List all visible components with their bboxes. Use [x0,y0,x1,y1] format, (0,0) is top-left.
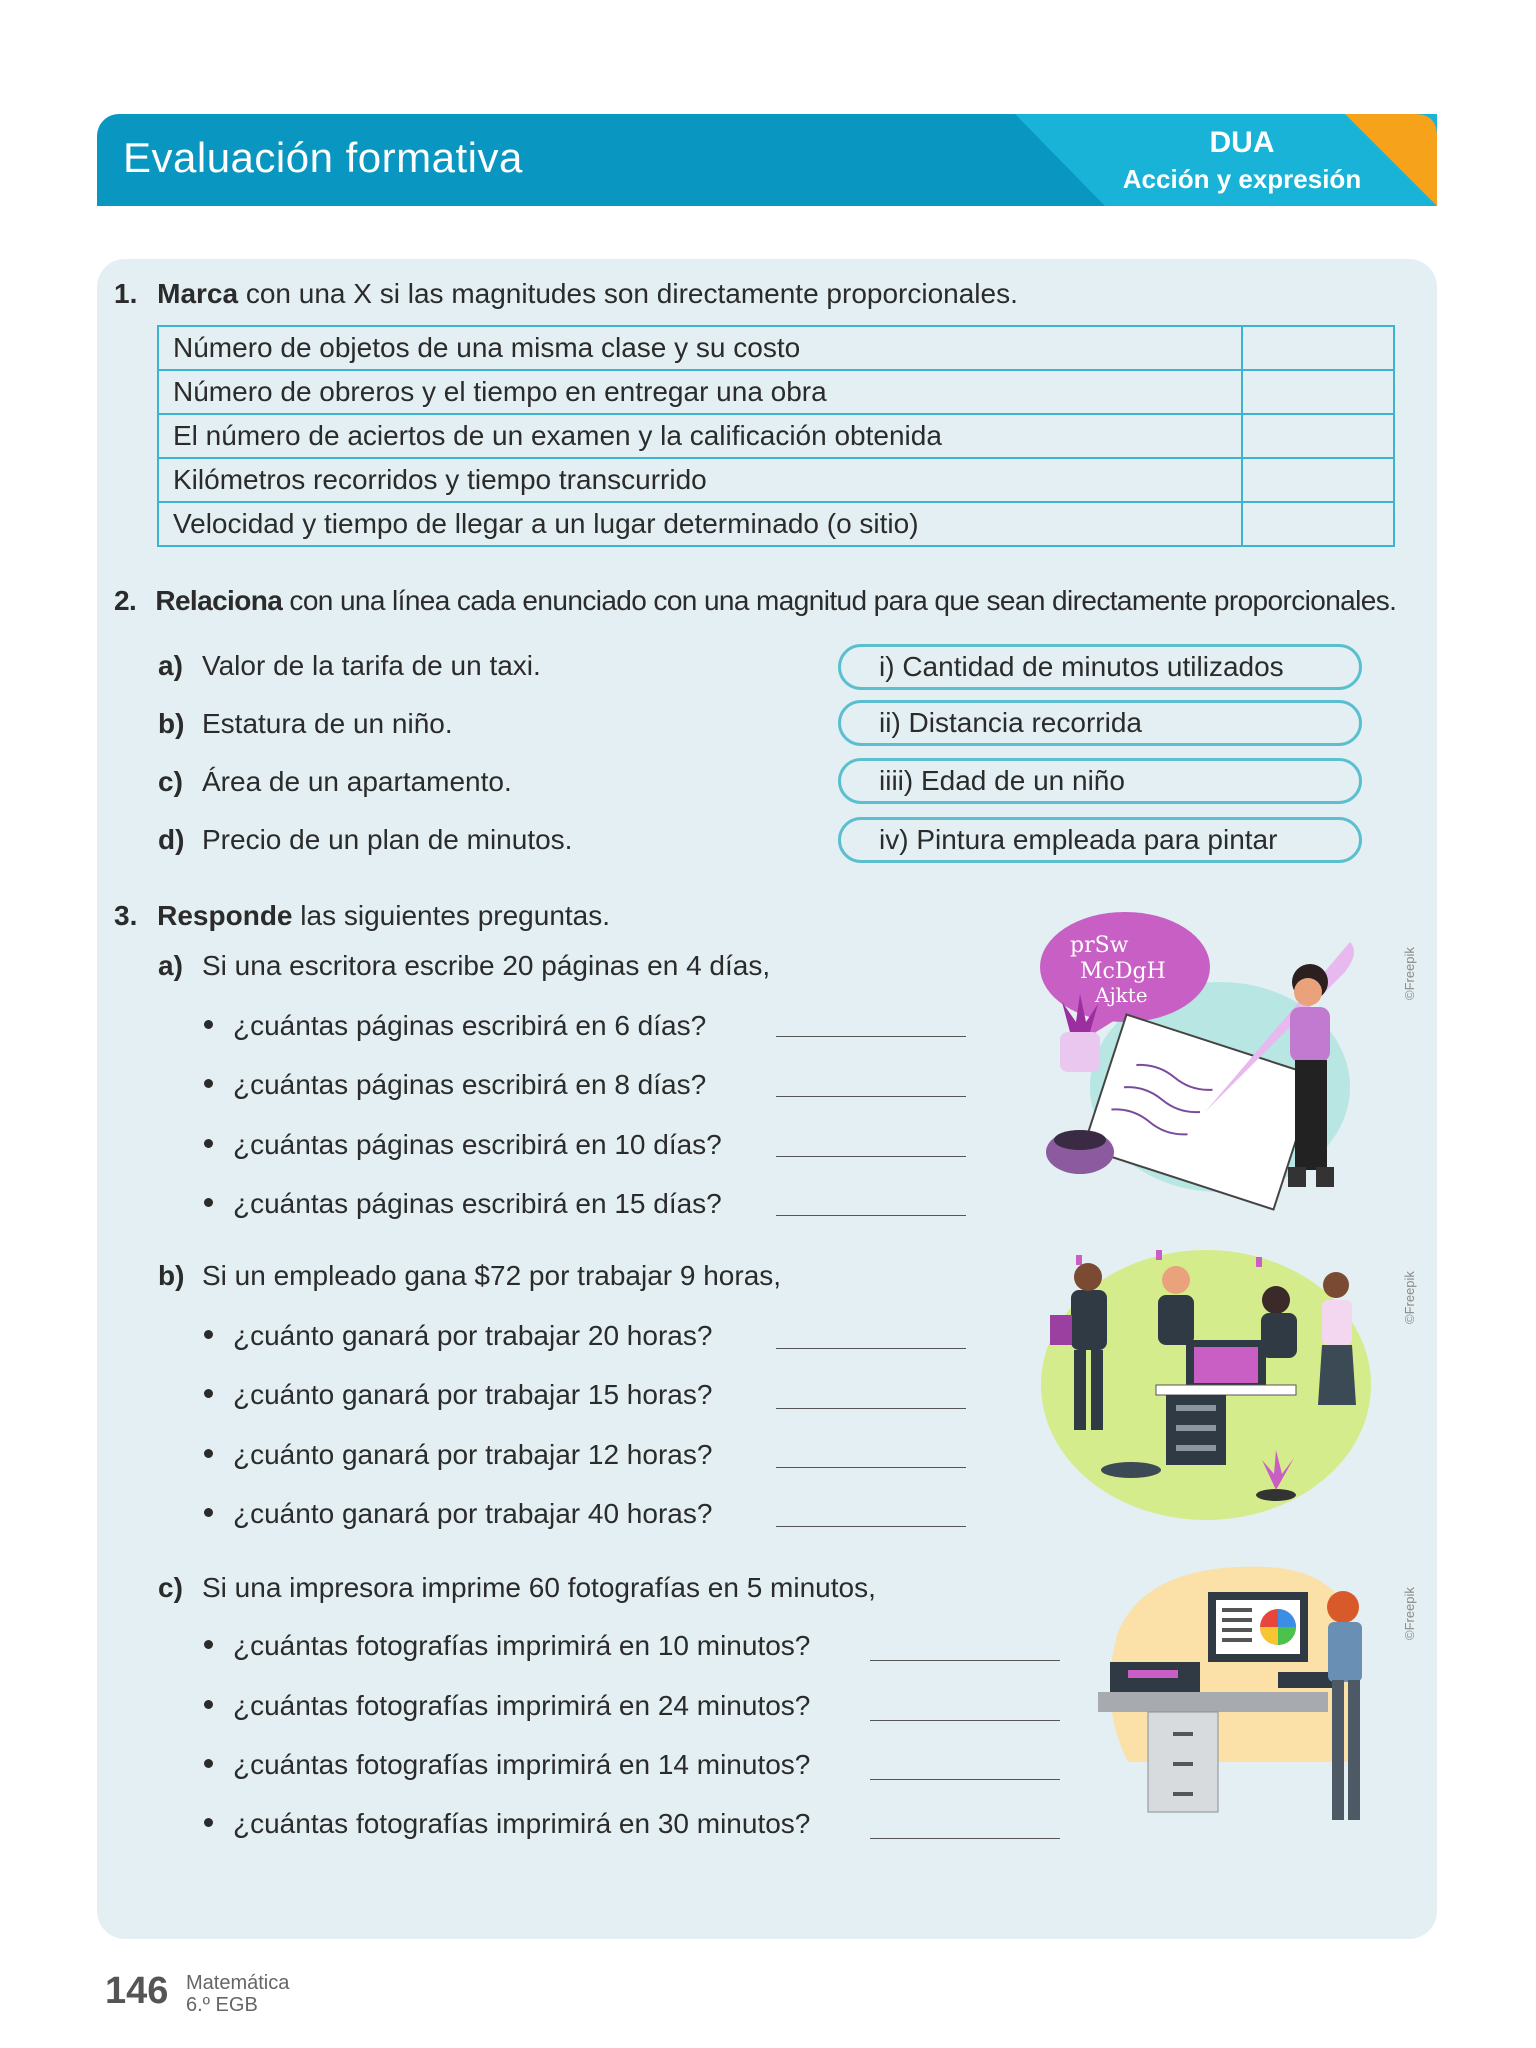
item-text: Precio de un plan de minutos. [202,824,573,855]
answer-line[interactable] [776,1215,966,1216]
question-text: con una línea cada enunciado con una magnitud para que sean directamente proporcionales. [282,585,1397,616]
writer-illustration [1040,912,1380,1222]
table-cell: Velocidad y tiempo de llegar a un lugar determinado (o sitio) [158,502,1242,546]
footer-subject [186,1972,289,2016]
question-text: con una [238,278,354,309]
sub-question-c [158,1572,876,1604]
sub-question-prompt: Si un empleado gana $72 por trabajar 9 horas, [202,1260,782,1291]
match-right-option[interactable]: ii) Distancia recorrida [838,700,1362,746]
image-credit: ©Freepik [1402,1271,1417,1324]
bullet-text: ¿cuánto ganará por trabajar 20 horas? [233,1320,713,1351]
answer-line[interactable] [870,1720,1060,1721]
question-number: 3. [114,900,138,931]
question-verb: Relaciona [155,585,283,616]
table-row [158,502,1394,546]
match-right-option[interactable]: iiii) Edad de un niño [838,758,1362,804]
check-cell[interactable] [1242,326,1394,370]
answer-line[interactable] [776,1036,966,1037]
svg-text:Ajkte: Ajkte [1095,983,1148,1007]
match-right-option[interactable]: iv) Pintura empleada para pintar [838,817,1362,863]
dua-subtitle: Acción y expresión [1122,164,1362,194]
answer-line[interactable] [776,1156,966,1157]
table-row [158,370,1394,414]
table-cell: Número de obreros y el tiempo en entregar una obra [158,370,1242,414]
answer-line[interactable] [776,1096,966,1097]
bullet-text: ¿cuántas fotografías imprimirá en 30 minutos? [233,1808,811,1839]
answer-line[interactable] [870,1660,1060,1661]
office-illustration [1036,1245,1376,1535]
table-cell: El número de aciertos de un examen y la calificación obtenida [158,414,1242,458]
svg-text:McDgH: McDgH [1080,959,1166,984]
answer-line[interactable] [776,1348,966,1349]
subject-name: Matemática [186,1972,290,1994]
item-text: Estatura de un niño. [202,708,453,739]
match-left-item [158,766,512,798]
check-cell[interactable] [1242,414,1394,458]
match-left-item [158,824,572,856]
answer-line[interactable] [776,1467,966,1468]
image-credit: ©Freepik [1402,1587,1417,1640]
mark-symbol: X [353,278,372,309]
answer-line[interactable] [776,1526,966,1527]
bullet-text: ¿cuántas páginas escribirá en 8 días? [233,1069,707,1100]
answer-line[interactable] [870,1779,1060,1780]
proportionality-table [157,325,1395,547]
bullet-question [204,1749,810,1781]
page-title: Evaluación formativa [123,134,523,181]
bullet-question [204,1498,712,1530]
bullet-question [204,1069,706,1101]
bullet-question [204,1630,810,1662]
item-letter: b) [158,708,185,739]
bullet-text: ¿cuántas fotografías imprimirá en 24 minutos? [233,1690,811,1721]
bullet-text: ¿cuántas fotografías imprimirá en 14 minutos? [233,1749,811,1780]
svg-text:prSw: prSw [1070,933,1129,958]
item-letter: c) [158,766,183,797]
bullet-text: ¿cuántas páginas escribirá en 15 días? [233,1188,722,1219]
question-text: las siguientes preguntas. [292,900,611,931]
table-row [158,414,1394,458]
printer-illustration [1088,1562,1388,1842]
item-letter: d) [158,824,185,855]
question-3 [114,900,610,932]
match-left-item [158,650,541,682]
item-letter: c) [158,1572,183,1603]
check-cell[interactable] [1242,458,1394,502]
bullet-text: ¿cuántas fotografías imprimirá en 10 minutos? [233,1630,811,1661]
table-row [158,458,1394,502]
bullet-question [204,1808,810,1840]
bullet-question [204,1188,722,1220]
question-verb: Responde [157,900,293,931]
question-1 [114,278,1018,310]
answer-line[interactable] [870,1838,1060,1839]
bullet-question [204,1129,722,1161]
page-number: 146 [105,1970,169,2012]
item-text: Área de un apartamento. [202,766,512,797]
bullet-text: ¿cuántas páginas escribirá en 10 días? [233,1129,722,1160]
item-text: Valor de la tarifa de un taxi. [202,650,541,681]
image-credit: ©Freepik [1402,947,1417,1000]
sub-question-b [158,1260,781,1292]
item-letter: b) [158,1260,185,1291]
table-cell: Número de objetos de una misma clase y su costo [158,326,1242,370]
bullet-question [204,1379,712,1411]
question-2 [114,585,1396,617]
item-letter: a) [158,650,183,681]
sub-question-prompt: Si una impresora imprime 60 fotografías en 5 minutos, [202,1572,876,1603]
answer-line[interactable] [776,1408,966,1409]
question-text: si las magnitudes son directamente proporcionales. [371,278,1018,309]
sub-question-prompt: Si una escritora escribe 20 páginas en 4 días, [202,950,771,981]
question-verb: Marca [157,278,239,309]
table-row [158,326,1394,370]
check-cell[interactable] [1242,370,1394,414]
bullet-question [204,1439,712,1471]
bullet-question [204,1010,706,1042]
grade-level: 6.º EGB [186,1994,258,2016]
question-number: 2. [114,585,137,616]
table-cell: Kilómetros recorridos y tiempo transcurrido [158,458,1242,502]
question-number: 1. [114,278,138,309]
bullet-question [204,1690,810,1722]
bullet-text: ¿cuántas páginas escribirá en 6 días? [233,1010,707,1041]
bullet-question [204,1320,712,1352]
item-letter: a) [158,950,183,981]
dua-title: DUA [1209,126,1275,159]
bullet-text: ¿cuánto ganará por trabajar 40 horas? [233,1498,713,1529]
match-right-option[interactable]: i) Cantidad de minutos utilizados [838,644,1362,690]
check-cell[interactable] [1242,502,1394,546]
bullet-text: ¿cuánto ganará por trabajar 15 horas? [233,1379,713,1410]
sub-question-a [158,950,770,982]
match-left-item [158,708,453,740]
bullet-text: ¿cuánto ganará por trabajar 12 horas? [233,1439,713,1470]
